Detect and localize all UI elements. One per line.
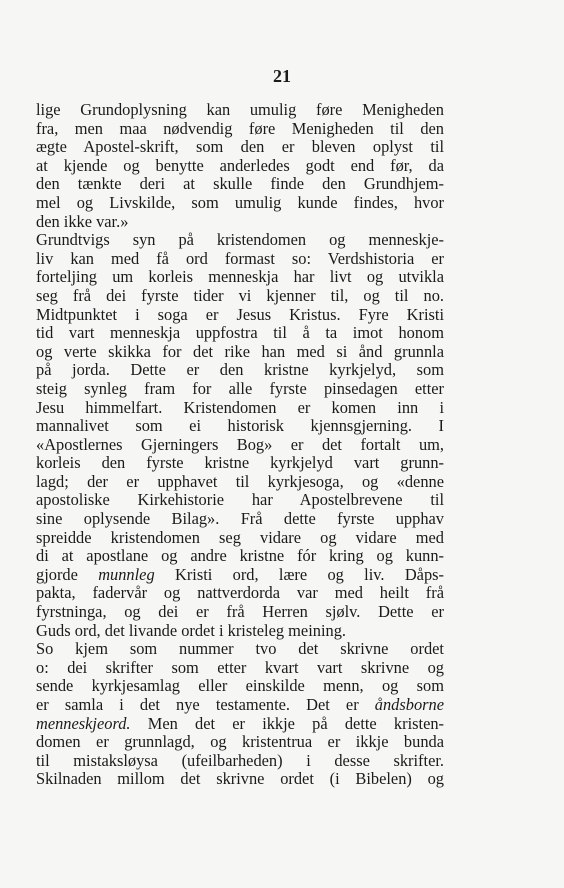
text-segment: seg frå dei fyrste tider vi kjenner til, og til no.: [36, 285, 444, 305]
text-line: [36, 436, 444, 455]
text-segment: og verte skikka for det rike han med si ånd grunnla: [36, 341, 444, 361]
text-segment: apostoliske Kirkehistorie har Apostelbrevene til: [36, 490, 444, 510]
text-line: [36, 659, 444, 678]
text-segment: mannalivet som ei historisk kjennsgjerning. I: [36, 416, 444, 436]
text-line: [36, 306, 444, 325]
text-line: [36, 343, 444, 362]
text-segment: fra, men maa nødvendig føre Menigheden til den: [36, 118, 444, 138]
text-line: [36, 120, 444, 139]
text-line: [36, 399, 444, 418]
text-line: [36, 640, 444, 659]
italic-text: åndsborne: [374, 695, 444, 714]
text-segment: den ikke var.»: [36, 211, 129, 231]
text-segment: So kjem som nummer tvo det skrivne ordet: [36, 639, 444, 659]
page-number: 21: [273, 66, 291, 86]
text-segment: o: dei skrifter som etter kvart vart skrivne og: [36, 657, 444, 677]
text-segment: den tænkte deri at skulle finde den Grundhjem-: [36, 174, 444, 194]
text-line: [36, 770, 444, 789]
text-line: [36, 194, 444, 213]
text-line: [36, 213, 444, 232]
text-segment: fyrstninga, og dei er frå Herren sjølv. Dette er: [36, 602, 444, 622]
text-segment: at kjende og benytte anderledes godt end før, da: [36, 155, 444, 175]
text-line: [36, 473, 444, 492]
text-line: [36, 287, 444, 306]
text-line: [36, 677, 444, 696]
text-line: [36, 622, 444, 641]
text-segment: Guds ord, det livande ordet i kristeleg meining.: [36, 620, 346, 640]
text-line: [36, 510, 444, 529]
text-line: [36, 361, 444, 380]
text-line: [36, 696, 444, 715]
text-line: [36, 491, 444, 510]
text-line: [36, 454, 444, 473]
text-segment: Jesu himmelfart. Kristendomen er komen inn i: [36, 397, 444, 417]
text-line: [36, 715, 444, 734]
text-line: [36, 547, 444, 566]
text-line: [36, 380, 444, 399]
body-text: [36, 101, 444, 789]
text-segment: pakta, fadervår og nattverdorda var med heilt frå: [36, 583, 444, 603]
text-line: [36, 231, 444, 250]
text-line: [36, 733, 444, 752]
text-line: [36, 603, 444, 622]
text-segment: tid vart menneskja uppfostra til å ta imot honom: [36, 323, 444, 343]
text-segment: steig synleg fram for alle fyrste pinsedagen etter: [36, 378, 444, 398]
text-segment: lagd; der er upphavet til kyrkjesoga, og «denne: [36, 471, 444, 491]
text-line: [36, 268, 444, 287]
text-line: [36, 250, 444, 269]
text-segment: Grundtvigs syn på kristendomen og menneskje-: [36, 230, 444, 250]
text-segment: er samla i det nye testamente. Det er: [36, 695, 375, 714]
italic-text: menneskjeord.: [36, 713, 131, 733]
text-line: [36, 752, 444, 771]
text-segment: domen er grunnlagd, og kristentrua er ikkje bunda: [36, 732, 444, 752]
text-line: [36, 101, 444, 120]
text-line: [36, 324, 444, 343]
text-segment: lige Grundoplysning kan umulig føre Menigheden: [36, 100, 444, 119]
text-line: [36, 157, 444, 176]
text-segment: korleis den fyrste kristne kyrkjelyd vart grunn-: [36, 453, 444, 473]
text-segment: mel og Livskilde, som umulig kunde findes, hvor: [36, 192, 444, 212]
text-segment: di at apostlane og andre kristne fór kring og kunn-: [36, 546, 444, 566]
text-segment: spreidde kristendomen seg vidare og vidare med: [36, 527, 444, 547]
text-segment: liv kan med få ord formast so: Verdshistoria er: [36, 248, 444, 268]
italic-text: munnleg: [98, 564, 155, 584]
text-segment: Men det er ikkje på dette kristen-: [130, 713, 444, 733]
text-line: [36, 529, 444, 548]
text-line: [36, 175, 444, 194]
text-segment: Kristi ord, lære og liv. Dåps-: [154, 564, 444, 584]
text-line: [36, 566, 444, 585]
text-line: [36, 417, 444, 436]
text-segment: Midtpunktet i soga er Jesus Kristus. Fyre Kristi: [36, 304, 444, 324]
text-segment: ægte Apostel-skrift, som den er bleven oplyst til: [36, 137, 444, 157]
text-segment: på jorda. Dette er den kristne kyrkjelyd, som: [36, 360, 444, 380]
text-segment: forteljing um korleis menneskja har livt og utvikla: [36, 267, 444, 287]
text-line: [36, 584, 444, 603]
text-line: [36, 138, 444, 157]
text-segment: sende kyrkjesamlag eller einskilde menn, og som: [36, 676, 444, 696]
text-segment: sine oplysende Bilag». Frå dette fyrste upphav: [36, 509, 444, 529]
text-segment: til mistaksløysa (ufeilbarheden) i desse skrifter.: [36, 750, 444, 770]
text-segment: Skilnaden millom det skrivne ordet (i Bibelen) og: [36, 769, 444, 789]
text-segment: «Apostlernes Gjerningers Bog» er det fortalt um,: [36, 434, 444, 454]
text-segment: gjorde: [36, 564, 99, 584]
